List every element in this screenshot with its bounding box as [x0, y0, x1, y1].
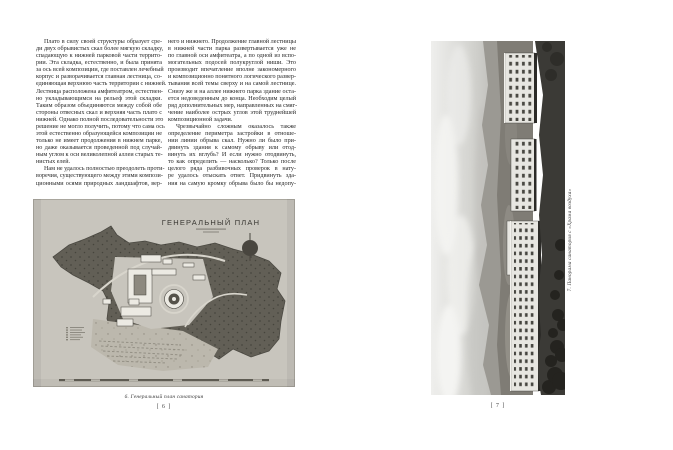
text-line: могательных подосей полукруглой ниши. Это: [168, 60, 296, 67]
text-line: единяющая верхнюю часть территории с нижней.: [36, 81, 167, 88]
page-left: [0, 0, 336, 450]
text-line: нижней. Однако полной последовательности это: [36, 116, 164, 123]
text-line: двинуть здания к самому обрыву или отод-: [168, 145, 296, 152]
text-line: но даже оказывается проведенной под случай-: [36, 145, 162, 152]
text-line: него и нижнего. Продолжение главной лестницы: [168, 39, 296, 45]
text-line: производит впечатление вполне закономерного: [168, 67, 296, 74]
general-plan-map: [33, 199, 295, 387]
text-line: ционными осями природных ландшафтов, вер-: [36, 180, 162, 187]
text-line: Снизу же и на аллее нижнего парка здание оста-: [168, 88, 296, 95]
text-line: ре удалось отыскать ответ. Придвинуть зда-: [168, 173, 296, 180]
sanatorium-buildings: [504, 53, 545, 391]
text-line: ния на самую кромку обрыва было бы недопу-: [168, 180, 296, 187]
text-column-left: [36, 39, 167, 188]
text-line: тывания всей темы сверху и на самой лестнице.: [168, 81, 296, 88]
text-line: целого ряда разбивочных проверок в нату-: [168, 166, 296, 173]
scale-bar: [59, 379, 269, 381]
panorama-photo-image: [431, 41, 565, 395]
text-line: по главной оси амфитеатра, а по одной из вспо-: [168, 53, 296, 60]
text-line: ряд дополнительных мер, направленных на смяг-: [168, 102, 298, 109]
text-line: за ось всей композиции, где поставлен лечебный: [36, 67, 164, 74]
text-line: спадающую к нижней парковой части террито-: [36, 53, 162, 60]
text-line: нистых елей.: [36, 159, 71, 166]
text-line: определение периметра застройки в отноше-: [168, 131, 296, 138]
text-line: нии линии обрыва скал. Нужно ли было при-: [168, 138, 296, 145]
text-line: то как определить — насколько? Только после: [168, 159, 296, 166]
text-line: стороны отвесных скал и верхняя часть плато с: [36, 109, 162, 116]
text-line: композиционной задачи.: [168, 116, 233, 123]
page-number-right: [ 7 ]: [490, 403, 506, 409]
text-column-right: [168, 39, 296, 188]
text-line: в нижней части парка развертывается уже не: [168, 46, 296, 53]
text-line: Плато в силу своей структуры образует сре-: [44, 39, 162, 45]
text-line: Чрезвычайно сложным оказалось также: [176, 123, 296, 130]
amphitheatre-circle: [165, 290, 184, 309]
text-line: ется недоведенным до конца. Необходим целый: [168, 95, 296, 102]
text-line: корпус и разворачивается главная лестница, со-: [36, 74, 162, 81]
text-line: чение наиболее острых углов этой труднейшей: [168, 109, 296, 116]
text-line: винуть их вглубь? И если нужно отодвинуть,: [168, 152, 296, 159]
text-line: и композиционно понятного логического развер-: [168, 74, 296, 81]
text-line: воречия, существующего между этими компози-: [36, 173, 163, 180]
figure-caption: 6. Генеральный план санатория: [124, 394, 204, 400]
text-line: ди двух обрывистых скал более мягкую складку,: [36, 46, 164, 53]
text-line: Нам не удалось полностью преодолеть проти-: [44, 166, 165, 173]
general-plan-figure: [33, 199, 295, 387]
text-line: решение не могло получить, потому что сама ось: [36, 123, 165, 130]
page-right: [336, 0, 673, 450]
text-line: рии. Эта складка, естественно, и была принята: [36, 60, 162, 67]
page-number-left: [ 6 ]: [156, 404, 172, 410]
text-line: только не имеет продолжения в нижнем парке,: [36, 138, 162, 145]
text-line: Лестница расположена амфитеатром, естествен-: [36, 88, 163, 95]
map-title: ГЕНЕРАЛЬНЫЙ ПЛАН: [161, 218, 261, 227]
photo-caption: 7. Панорама санатория с «Храма воздуха»: [567, 188, 573, 292]
text-line: этой естественно образующейся композиции не: [36, 131, 162, 138]
text-line: но укладывающимся на рельеф этой складки.: [36, 95, 162, 102]
text-line: Таким образом объединяются между собой обе: [36, 102, 162, 109]
panorama-photo: [431, 41, 565, 395]
text-line: ным углом к оси великолепной аллеи старых те-: [36, 152, 163, 159]
